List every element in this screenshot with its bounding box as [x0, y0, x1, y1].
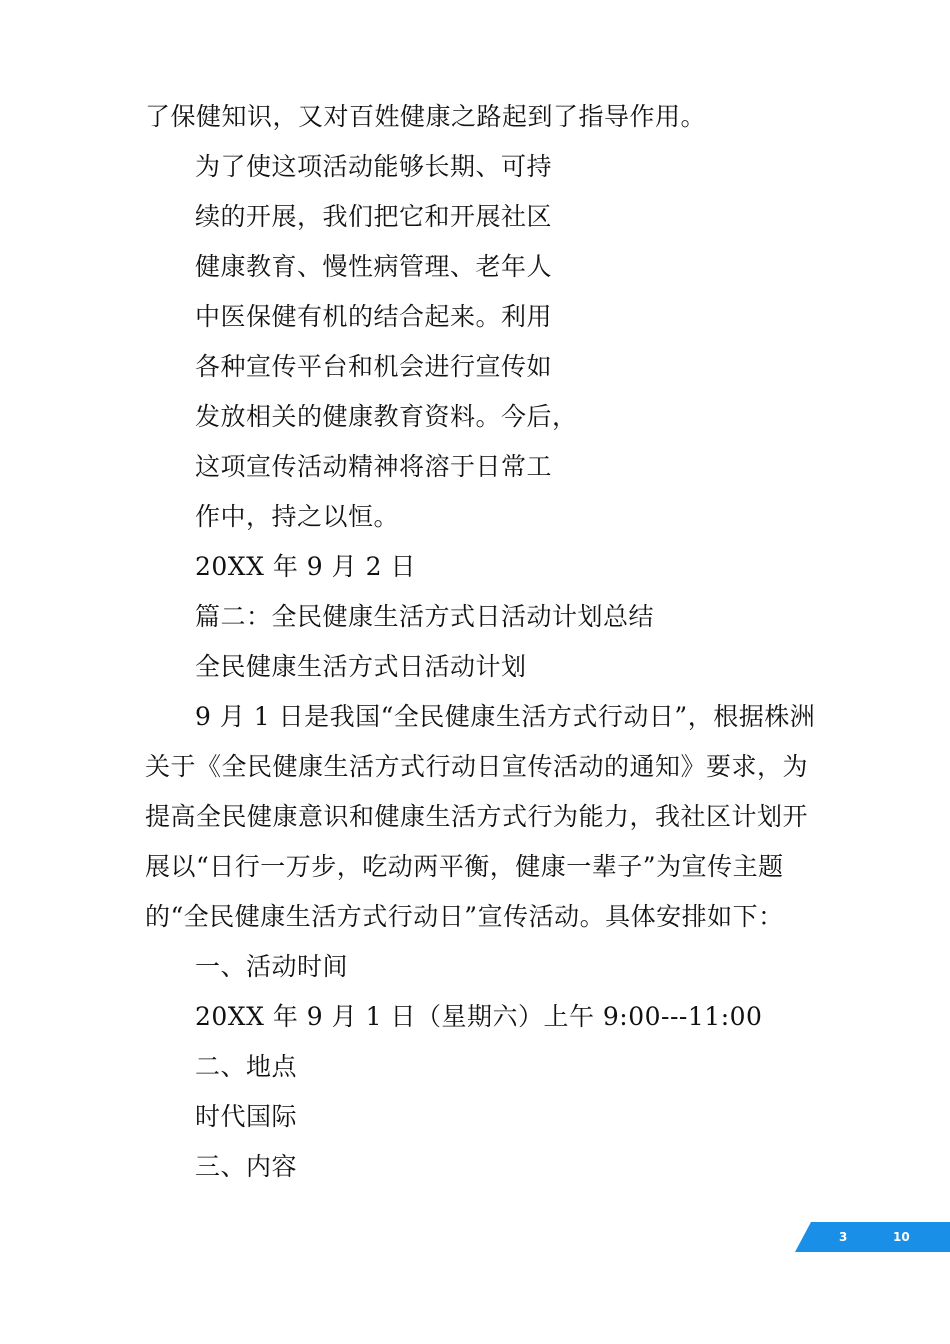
text-line: 健康教育、慢性病管理、老年人	[195, 252, 553, 281]
text-line: 了保健知识，又对百姓健康之路起到了指导作用。	[145, 102, 707, 131]
list-heading: 三、内容	[195, 1152, 298, 1181]
text-line: 的“全民健康生活方式行动日”宣传活动。具体安排如下：	[145, 902, 784, 931]
section-heading: 篇二：全民健康生活方式日活动计划总结	[195, 602, 655, 631]
text-line: 为了使这项活动能够长期、可持	[195, 152, 553, 181]
footer-banner-shape	[795, 1222, 950, 1252]
list-heading: 一、活动时间	[195, 952, 349, 981]
text-line: 作中，持之以恒。	[195, 502, 400, 531]
total-pages-number: 10	[893, 1230, 910, 1244]
list-heading: 二、地点	[195, 1052, 298, 1081]
text-line: 提高全民健康意识和健康生活方式行为能力，我社区计划开	[145, 802, 809, 831]
plan-title: 全民健康生活方式日活动计划	[195, 652, 527, 681]
text-line: 这项宣传活动精神将溶于日常工	[195, 452, 553, 481]
page-footer	[795, 1222, 950, 1252]
text-line: 展以“日行一万步，吃动两平衡，健康一辈子”为宣传主题	[145, 852, 784, 881]
text-line: 时代国际	[195, 1102, 298, 1131]
text-line: 中医保健有机的结合起来。利用	[195, 302, 553, 331]
text-line: 发放相关的健康教育资料。今后，	[195, 402, 578, 431]
date-line: 20XX 年 9 月 2 日	[195, 552, 416, 581]
text-line: 续的开展，我们把它和开展社区	[195, 202, 553, 231]
text-line: 20XX 年 9 月 1 日（星期六）上午 9:00---11:00	[195, 1002, 763, 1031]
current-page-number: 3	[839, 1230, 848, 1244]
text-line: 关于《全民健康生活方式行动日宣传活动的通知》要求，为	[145, 752, 809, 781]
text-line: 9 月 1 日是我国“全民健康生活方式行动日”，根据株洲	[195, 702, 816, 731]
footer-banner	[795, 1222, 950, 1252]
text-line: 各种宣传平台和机会进行宣传如	[195, 352, 553, 381]
